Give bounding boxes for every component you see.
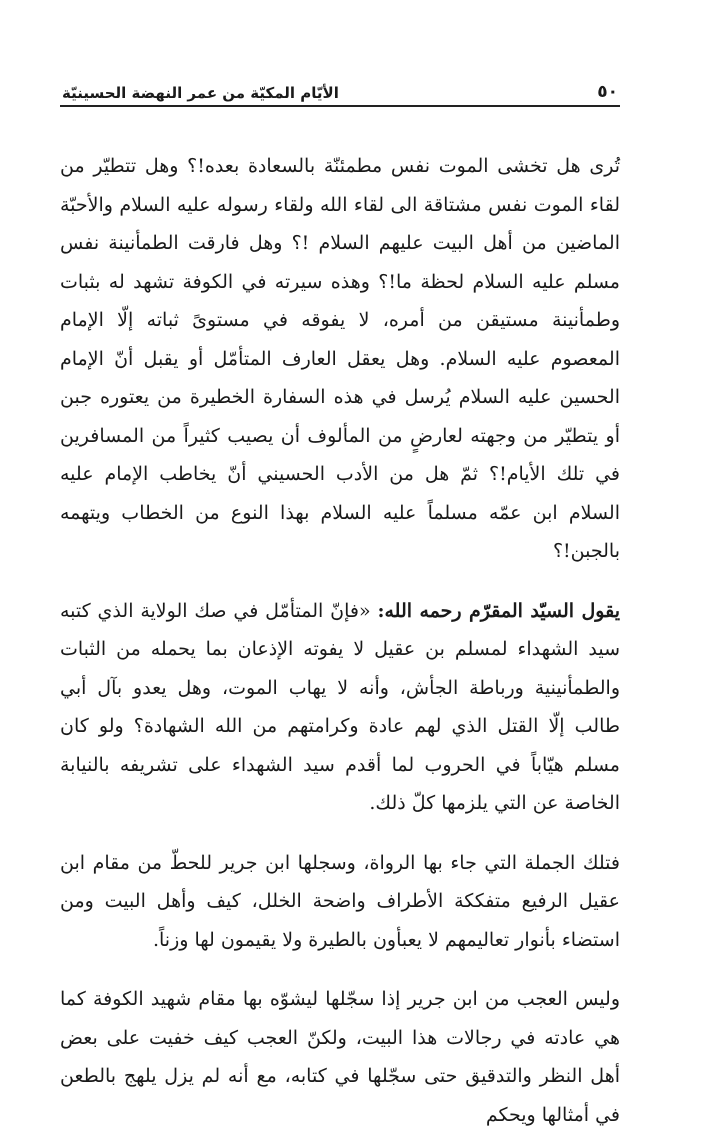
book-page — [60, 76, 620, 1134]
running-title: الأيّام المكيّة من عمر النهضة الحسينيّة — [62, 84, 339, 102]
paragraph-text: «فإنّ المتأمّل في صك الولاية الذي كتبه سيد الشهداء لمسلم بن عقيل لا يفوته الإذعان بما يحمله من الثبات والطمأنينية ورباطة الجأش، وأنه لا يهاب الموت، وهل يعدو بآل أبي طالب إلّا القتل الذي لهم عادة وكرامتهم من الله الشهادة؟ ولو كان مسلم هيّاباً في الحروب لما أقدم سيد الشهداء على تشريفه بالنيابة الخاصة عن التي يلزمها كلّ ذلك. — [60, 599, 620, 814]
running-header — [60, 76, 620, 107]
paragraph-text: فتلك الجملة التي جاء بها الرواة، وسجلها ابن جرير للحطّ من مقام ابن عقيل الرفيع متفككة الأطراف واضحة الخلل، كيف وأهل البيت ومن استضاء بأنوار تعاليمهم لا يعبأون بالطيرة ولا يقيمون لها وزناً. — [60, 851, 620, 951]
body-text — [60, 147, 620, 1134]
paragraph — [60, 592, 620, 823]
paragraph — [60, 147, 620, 571]
paragraph — [60, 980, 620, 1134]
page-number: ٥٠ — [597, 82, 618, 102]
paragraph-text: وليس العجب من ابن جرير إذا سجّلها ليشوّه بها مقام شهيد الكوفة كما هي عادته في رجالات هذا البيت، ولكنّ العجب كيف خفيت على بعض أهل النظر والتدقيق حتى سجّلها في كتابه، مع أنه لم يزل يلهج بالطعن في أمثالها ويحكم — [60, 988, 620, 1126]
paragraph-text: تُرى هل تخشى الموت نفس مطمئنّة بالسعادة بعده!؟ وهل تتطيّر من لقاء الموت نفس مشتاقة الى لقاء الله ولقاء رسوله عليه السلام والأحبّة الماضين من أهل البيت عليهم السلام !؟ وهل فارقت الطمأنينة نفس مسلم عليه السلام لحظة ما!؟ وهذه سيرته في الكوفة تشهد له بثبات وطمأنينة مستيقن من أمره، لا يفوقه في مستوىً ثباته إلّا الإمام المعصوم عليه السلام. وهل يعقل العارف المتأمّل أو يقبل أنّ الإمام الحسين عليه السلام يُرسل في هذه السفارة الخطيرة من يعتوره جبن أو يتطيّر من وجهته لعارضٍ من المألوف أن يصيب كثيراً من المسافرين في تلك الأيام!؟ ثمّ هل من الأدب الحسيني أنّ يخاطب الإمام عليه السلام ابن عمّه مسلماً عليه السلام بهذا النوع من الخطاب ويتهمه بالجبن!؟ — [60, 155, 620, 562]
paragraph-lead: يقول السيّد المقرّم رحمه الله: — [377, 599, 620, 622]
paragraph — [60, 844, 620, 960]
